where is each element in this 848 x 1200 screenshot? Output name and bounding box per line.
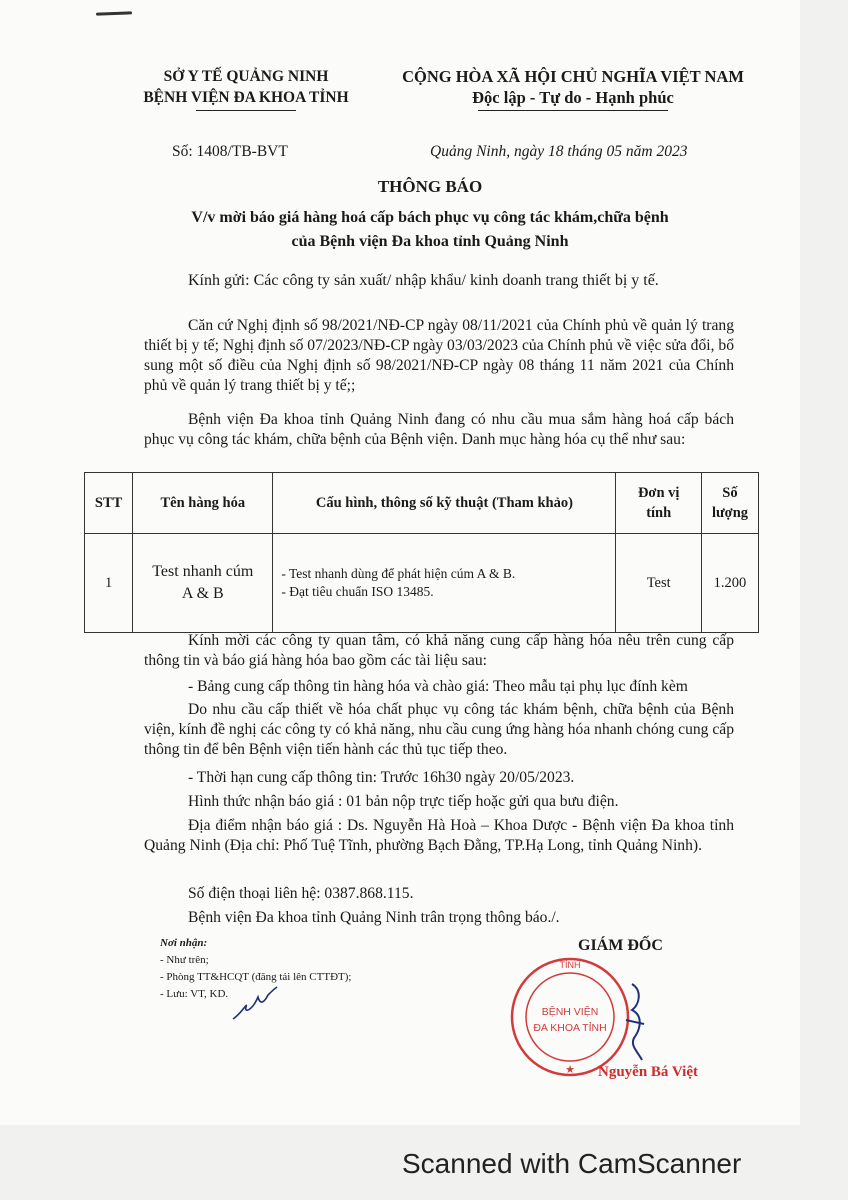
receipt-form-line: Hình thức nhận báo giá : 01 bản nộp trực tiếp hoặc gửi qua bưu điện. [188, 793, 619, 810]
document-date: Quảng Ninh, ngày 18 tháng 05 năm 2023 [430, 143, 688, 160]
director-title: GIÁM ĐỐC [578, 937, 663, 954]
urgent-paragraph [144, 700, 734, 760]
cell-item-name: Test nhanh cúm A & B [133, 534, 273, 633]
invite-text: Kính mời các công ty quan tâm, có khả năng cung cấp hàng hóa nêu trên cung cấp thông tin và báo giá hàng hóa bao gồm các tài liệu sau: [144, 632, 734, 669]
spec-line-1: - Test nhanh dùng để phát hiện cúm A & B. [281, 566, 516, 581]
signer-name: Nguyễn Bá Việt [598, 1064, 699, 1080]
cell-spec [273, 534, 616, 633]
form-bullet: - Bảng cung cấp thông tin hàng hóa và chào giá: Theo mẫu tại phụ lục đính kèm [188, 678, 688, 695]
legal-basis-text: Căn cứ Nghị định số 98/2021/NĐ-CP ngày 08/11/2021 của Chính phủ về quản lý trang thiết bị y tế; Nghị định số 07/2023/NĐ-CP ngày 03/03/2023 của Chính phủ về việc sửa đổi, bổ sung một số điều của Nghị định số 98/2021/NĐ-CP ngày 08 tháng 11 năm 2021 của Chính phủ về quản lý trang thiết bị y tế;; [144, 317, 734, 394]
seal-top-text: TỈNH [559, 960, 581, 970]
table-row [85, 534, 759, 633]
cell-qty: 1.200 [701, 534, 758, 633]
goods-table [84, 472, 759, 633]
director-signature [620, 980, 660, 1075]
header-spec: Cấu hình, thông số kỹ thuật (Tham khảo) [273, 473, 616, 534]
recipient-line-3: - Lưu: VT, KD. [160, 988, 229, 1000]
closing-line: Bệnh viện Đa khoa tỉnh Quảng Ninh trân trọng thông báo./. [188, 909, 560, 926]
spec-line-2: - Đạt tiêu chuẩn ISO 13485. [281, 584, 434, 599]
header-qty: Số lượng [701, 473, 758, 534]
document-subtitle [120, 206, 740, 254]
deadline-line: - Thời hạn cung cấp thông tin: Trước 16h30 ngày 20/05/2023. [188, 769, 575, 786]
invite-paragraph [144, 631, 734, 671]
cell-unit: Test [616, 534, 702, 633]
document-number: Số: 1408/TB-BVT [172, 143, 288, 160]
document-title: THÔNG BÁO [377, 177, 483, 196]
header-unit: Đơn vị tính [616, 473, 702, 534]
greeting: Kính gửi: Các công ty sản xuất/ nhập khẩu/ kinh doanh trang thiết bị y tế. [188, 272, 659, 289]
svg-text:★: ★ [565, 1064, 575, 1076]
nation-line-1: CỘNG HÒA XÃ HỘI CHỦ NGHĨA VIỆT NAM [402, 67, 744, 86]
pen-mark [96, 11, 132, 15]
recipient-line-2: - Phòng TT&HCQT (đăng tải lên CTTĐT); [160, 971, 352, 983]
subtitle-line-2: của Bệnh viện Đa khoa tỉnh Quảng Ninh [291, 233, 569, 250]
org-line-2: BỆNH VIỆN ĐA KHOA TỈNH [143, 89, 349, 106]
national-motto [392, 66, 754, 111]
need-text: Bệnh viện Đa khoa tỉnh Quảng Ninh đang có nhu cầu mua sắm hàng hoá cấp bách phục vụ công tác khám, chữa bệnh của Bệnh viện. Danh mục hàng hóa cụ thể như sau: [144, 411, 734, 448]
subtitle-line-1: V/v mời báo giá hàng hoá cấp bách phục vụ công tác khám,chữa bệnh [191, 209, 669, 226]
phone-line: Số điện thoại liên hệ: 0387.868.115. [188, 885, 414, 902]
recipients-heading: Nơi nhận: [160, 937, 208, 949]
seal-line-1: BỆNH VIỆN [541, 1006, 599, 1018]
org-line-1: SỞ Y TẾ QUẢNG NINH [163, 68, 329, 85]
legal-basis-paragraph [144, 316, 734, 396]
recipient-line-1: - Như trên; [160, 954, 209, 966]
initials-signature [230, 983, 280, 1028]
cell-stt: 1 [85, 534, 133, 633]
nation-line-2: Độc lập - Tự do - Hạnh phúc [472, 88, 674, 107]
address-text: Địa điểm nhận báo giá : Ds. Nguyễn Hà Hoà – Khoa Dược - Bệnh viện Đa khoa tỉnh Quảng Ninh (Địa chỉ: Phố Tuệ Tĩnh, phường Bạch Đằng, TP.Hạ Long, tỉnh Quảng Ninh). [144, 817, 734, 854]
org-underline [196, 110, 296, 111]
need-paragraph [144, 410, 734, 450]
issuing-organization [110, 66, 382, 111]
address-paragraph [144, 816, 734, 856]
header-stt: STT [85, 473, 133, 534]
table-header-row [85, 473, 759, 534]
motto-underline [478, 110, 668, 111]
urgent-text: Do nhu cầu cấp thiết về hóa chất phục vụ công tác khám bệnh, chữa bệnh của Bệnh viện, kính đề nghị các công ty có khả năng, nhu cầu cung ứng hàng hóa nhanh chóng cung cấp thông tin để bên Bệnh viện tiến hành các thủ tục tiếp theo. [144, 701, 735, 758]
seal-line-2: ĐA KHOA TỈNH [533, 1022, 607, 1034]
camscanner-watermark: Scanned with CamScanner [402, 1148, 742, 1179]
header-item-name: Tên hàng hóa [133, 473, 273, 534]
